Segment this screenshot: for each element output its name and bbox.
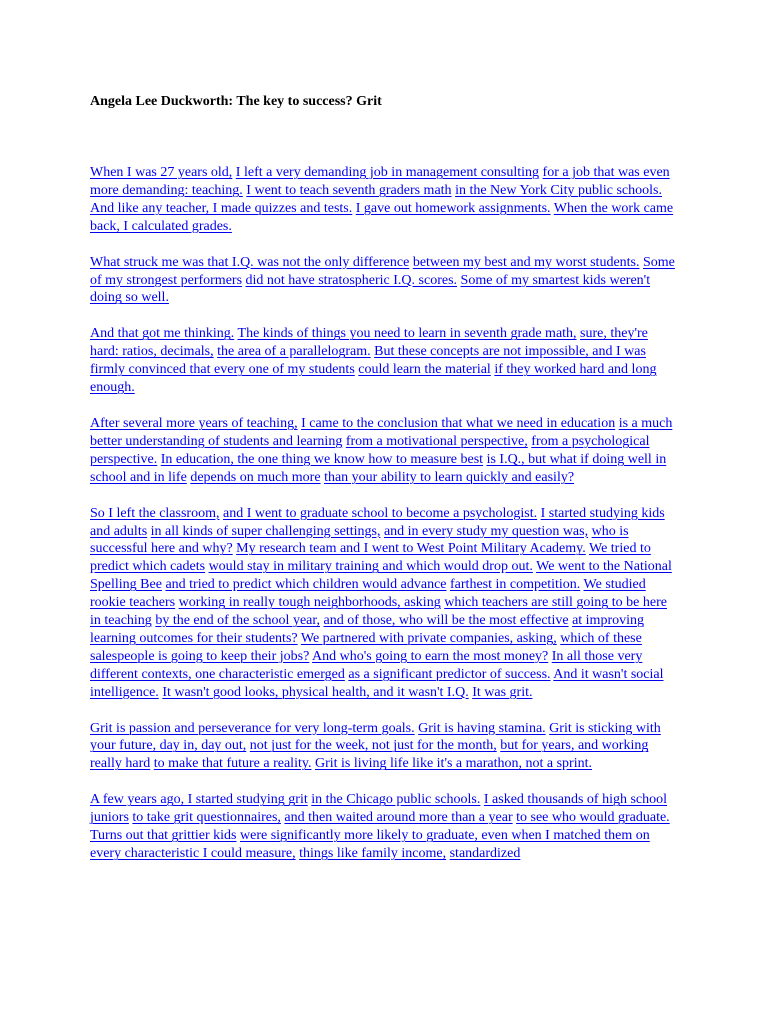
transcript-link[interactable]: from a psychological perspective.: [90, 433, 650, 467]
transcript-link[interactable]: In all those very different contexts, one characteristic emerged: [90, 648, 643, 682]
transcript-link[interactable]: the area of a parallelogram.: [217, 344, 371, 360]
transcript-link[interactable]: After several more years of teaching,: [90, 415, 298, 431]
transcript-link[interactable]: which of these salespeople is going to keep their jobs?: [90, 630, 642, 664]
paragraph: [90, 164, 680, 236]
transcript-link[interactable]: I left a very demanding job in management consulting: [235, 165, 540, 180]
transcript-link[interactable]: Some of my smartest kids weren't doing so well.: [90, 272, 651, 306]
transcript-link[interactable]: could learn the material: [358, 362, 491, 378]
transcript-link[interactable]: I gave out homework assignments.: [355, 200, 551, 216]
transcript-link[interactable]: in the Chicago public schools.: [311, 792, 481, 808]
transcript-link[interactable]: and then waited around more than a year: [284, 810, 513, 826]
transcript-link[interactable]: It wasn't good looks, physical health, and it wasn't I.Q.: [162, 684, 469, 700]
transcript-link[interactable]: but for years, and working really hard: [90, 738, 649, 772]
transcript-link[interactable]: things like family income,: [299, 846, 447, 861]
transcript-link[interactable]: and I went to graduate school to become a psychologist.: [222, 505, 538, 521]
transcript-link[interactable]: sure, they're hard: ratios, decimals,: [90, 326, 648, 360]
transcript-link[interactable]: which teachers are still going to be here in teaching: [90, 595, 667, 629]
transcript-link[interactable]: standardized: [449, 846, 521, 861]
transcript-link[interactable]: would stay in military training and which would drop out.: [208, 559, 533, 575]
transcript-link[interactable]: What struck me was that I.Q. was not the only difference: [90, 254, 410, 270]
transcript-link[interactable]: When the work came back, I calculated grades.: [90, 200, 674, 234]
transcript-link[interactable]: between my best and my worst students.: [412, 254, 640, 270]
transcript-link[interactable]: depends on much more: [190, 469, 321, 485]
transcript-link[interactable]: for a job that was even more demanding: teaching.: [90, 165, 670, 198]
transcript-link[interactable]: and tried to predict which children would advance: [165, 577, 447, 593]
transcript-link[interactable]: It was grit.: [472, 684, 533, 700]
transcript-link[interactable]: in all kinds of super challenging settings,: [150, 523, 381, 539]
paragraph: [90, 505, 680, 702]
transcript-link[interactable]: A few years ago, I started studying grit: [90, 792, 308, 808]
transcript-link[interactable]: at improving learning outcomes for their students?: [90, 613, 644, 646]
transcript-link[interactable]: I went to teach seventh graders math: [246, 182, 452, 198]
transcript-link[interactable]: from a motivational perspective,: [345, 433, 528, 449]
paragraph: [90, 254, 680, 308]
transcript-link[interactable]: We partnered with private companies, asking,: [300, 630, 557, 646]
transcript-link[interactable]: Some of my strongest performers: [90, 254, 675, 288]
transcript-link[interactable]: I started studying kids and adults: [90, 505, 665, 539]
transcript-link[interactable]: But these concepts are not impossible, and I was firmly convinced that every one of my students: [90, 344, 646, 378]
transcript-link[interactable]: We studied rookie teachers: [90, 577, 646, 611]
transcript-link[interactable]: farthest in competition.: [450, 577, 581, 593]
transcript-link[interactable]: by the end of the school year,: [155, 613, 320, 629]
transcript-link[interactable]: My research team and I went to West Point Military Academy.: [236, 541, 586, 557]
transcript-link[interactable]: When I was 27 years old,: [90, 165, 233, 180]
paragraph: [90, 415, 680, 487]
transcript-link[interactable]: to see who would graduate.: [516, 810, 670, 826]
transcript-link[interactable]: And who's going to earn the most money?: [312, 648, 549, 664]
transcript-link[interactable]: Grit is passion and perseverance for very long-term goals.: [90, 720, 415, 736]
document-title: Angela Lee Duckworth: The key to success? Grit: [90, 94, 382, 109]
transcript-link[interactable]: not just for the week, not just for the month,: [249, 738, 497, 754]
transcript-link[interactable]: The kinds of things you need to learn in seventh grade math,: [237, 326, 577, 342]
transcript-link[interactable]: Grit is living life like it's a marathon, not a sprint.: [314, 756, 592, 772]
document-body: [90, 164, 680, 863]
transcript-link[interactable]: did not have stratospheric I.Q. scores.: [245, 272, 458, 288]
transcript-link[interactable]: to make that future a reality.: [153, 756, 312, 772]
transcript-link[interactable]: to take grit questionnaires,: [132, 810, 281, 826]
transcript-link[interactable]: if they worked hard and long enough.: [90, 362, 657, 396]
transcript-link[interactable]: Grit is sticking with your future, day in, day out,: [90, 720, 661, 754]
transcript-link[interactable]: is I.Q., but what if doing well in school and in life: [90, 451, 667, 485]
paragraph: [90, 791, 680, 863]
transcript-link[interactable]: and in every study my question was,: [383, 523, 589, 539]
transcript-link[interactable]: Turns out that grittier kids: [90, 828, 237, 844]
transcript-link[interactable]: Grit is having stamina.: [418, 720, 546, 736]
transcript-link[interactable]: and of those, who will be the most effective: [323, 613, 569, 629]
transcript-link[interactable]: who is successful here and why?: [90, 523, 629, 557]
transcript-link[interactable]: in the New York City public schools.: [455, 182, 662, 198]
transcript-link[interactable]: We went to the National Spelling Bee: [90, 559, 672, 593]
transcript-link[interactable]: I asked thousands of high school juniors: [90, 792, 668, 826]
document-page: [90, 92, 680, 881]
transcript-link[interactable]: than your ability to learn quickly and easily?: [324, 469, 575, 485]
transcript-link[interactable]: is a much better understanding of students and learning: [90, 415, 673, 449]
transcript-link[interactable]: So I left the classroom,: [90, 505, 220, 521]
transcript-link[interactable]: And like any teacher, I made quizzes and tests.: [90, 200, 353, 216]
transcript-link[interactable]: were significantly more likely to graduate, even when I matched them on every characteristic I could measure,: [90, 828, 650, 861]
transcript-link[interactable]: working in really tough neighborhoods, asking: [178, 595, 441, 611]
transcript-link[interactable]: I came to the conclusion that what we need in education: [301, 415, 616, 431]
transcript-link[interactable]: We tried to predict which cadets: [90, 541, 651, 575]
paragraph: [90, 720, 680, 774]
transcript-link[interactable]: as a significant predictor of success.: [348, 666, 551, 682]
paragraph: [90, 325, 680, 397]
transcript-link[interactable]: And that got me thinking.: [90, 326, 235, 342]
transcript-link[interactable]: In education, the one thing we know how to measure best: [160, 451, 484, 467]
transcript-link[interactable]: And it wasn't social intelligence.: [90, 666, 664, 700]
